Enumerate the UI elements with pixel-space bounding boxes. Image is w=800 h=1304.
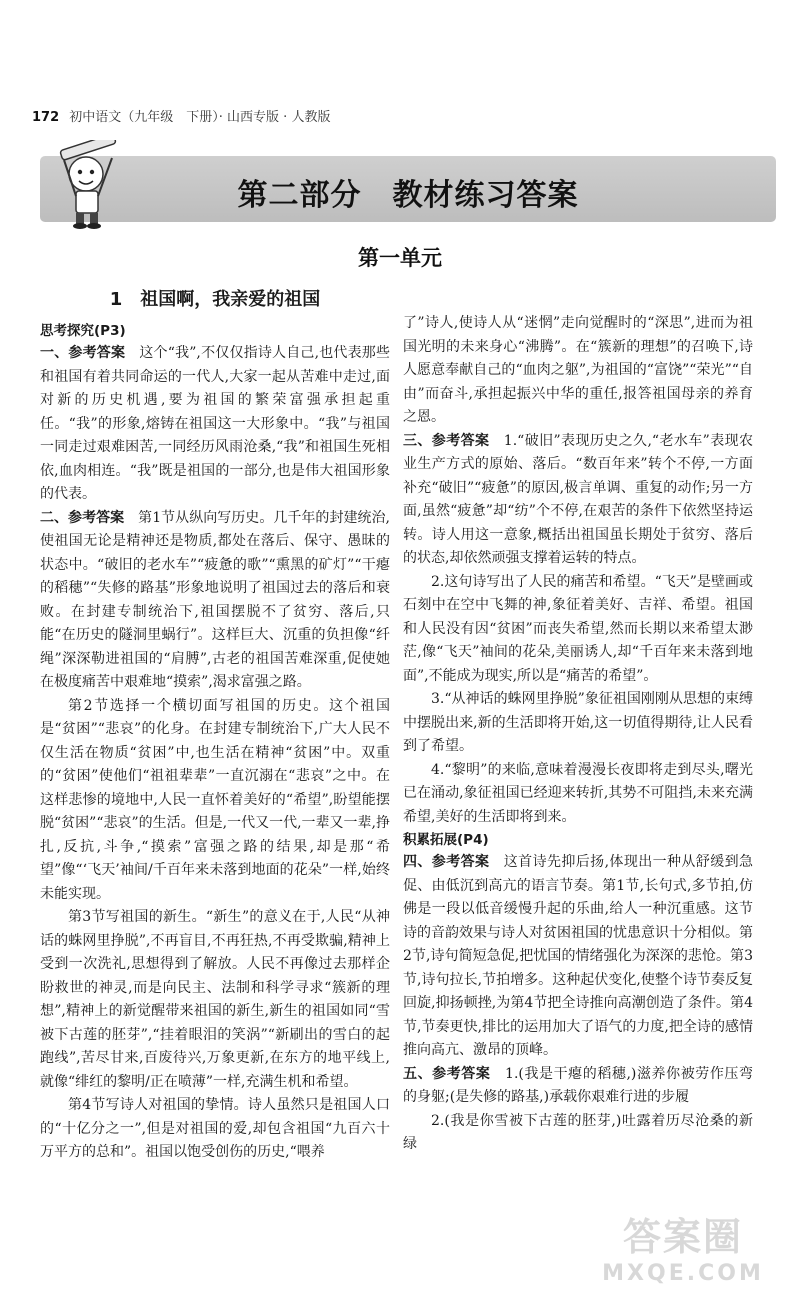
answer-4 [403, 851, 753, 1063]
banner-title: 第二部分 教材练习答案 [237, 178, 579, 213]
answer-text: 这首诗先抑后扬,体现出一种从舒缓到急促、由低沉到高亢的语言节奏。第1节,长句式,多节拍,仿佛是一段以低音缓慢升起的乐曲,给人一种沉重感。这节诗的音韵效果与诗人对贫困祖国的忧患意识十分相似。第2节,诗句简短急促,把忧国的情绪强化为深深的悲怆。第3节,诗句拉长,节拍增多。这种起伏变化,使整个诗节奏反复回旋,抑扬顿挫,为第4节把全诗推向高潮创造了条件。第4节,节奏更快,排比的运用加大了语气的力度,把全诗的感情推向高亢、激昂的顶峰。 [403, 854, 753, 1058]
watermark-text: 答案圈 [622, 1215, 743, 1259]
answer-text: 这个“我”,不仅仅指诗人自己,也代表那些和祖国有着共同命运的一代人,大家一起从苦难中走过,面对新的历史机遇,要为祖国的繁荣富强承担起重任。“我”的形象,熔铸在祖国这一大形象中。“我”与祖国一同走过艰难困苦,一同经历风雨沧桑,“我”和祖国生死相依,血肉相连。“我”既是祖国的一部分,也是伟大祖国形象的代表。 [40, 345, 391, 502]
pencil-mascot-icon [52, 140, 124, 230]
paragraph: 第4节写诗人对祖国的挚情。诗人虽然只是祖国人口的“十亿分之一”,但是对祖国的爱,却包含祖国“九百六十万平方的总和”。祖国以饱受创伤的历史,“喂养 [40, 1097, 390, 1160]
paragraph: 2.这句诗写出了人民的痛苦和希望。“飞天”是壁画或石刻中在空中飞舞的神,象征着美好、吉祥、希望。祖国和人民没有因“贫困”而丧失希望,然而长期以来希望太渺茫,像“飞天”袖间的花朵,美丽诱人,却“千百年来未落到地面”,不能成为现实,所以是“痛苦的希望”。 [403, 573, 753, 684]
answer-3 [403, 430, 753, 571]
unit-title: 第一单元 [358, 246, 442, 270]
watermark-url: MXQE.COM [602, 1261, 764, 1286]
answer-label: 四、参考答案 [403, 854, 490, 870]
section-banner [40, 156, 776, 222]
section-heading: 思考探究(P3) [40, 323, 126, 339]
watermark-logo [588, 1206, 778, 1296]
book-title: 初中语文（九年级 下册）· 山西专版 · 人教版 [69, 110, 331, 125]
paragraph: 第2节选择一个横切面写祖国的历史。这个祖国是“贫困”“悲哀”的化身。在封建专制统治下,广大人民不仅生活在物质“贫困”中,也生活在精神“贫困”中。双重的“贫困”使他们“祖祖辈辈”一直沉溺在“悲哀”之中。在这样悲惨的境地中,人民一直怀着美好的“希望”,盼望能摆脱“贫困”“悲哀”的生活。但是,一代又一代,一辈又一辈,挣扎,反抗,斗争,“摸索”富强之路的结果,却是那“希望”像“‘飞天’袖间/千百年来未落到地面的花朵”一样,始终未能实现。 [40, 697, 390, 902]
paragraph: 3.“从神话的蛛网里挣脱”象征祖国刚刚从思想的束缚中摆脱出来,新的生活即将开始,这一切值得期待,让人民看到了希望。 [403, 691, 753, 754]
answer-label: 一、参考答案 [40, 345, 126, 361]
paragraph-continued: 了”诗人,使诗人从“迷惘”走向觉醒时的“深思”,进而为祖国光明的未来身心“沸腾”。在“簇新的理想”的召唤下,诗人愿意奉献自己的“血肉之躯”,为祖国的“富饶”“荣光”“自由”而奋斗,承担起振兴中华的重任,报答祖国母亲的养育之恩。 [403, 315, 753, 425]
answer-text: 1.“破旧”表现历史之久,“老水车”表现农业生产方式的原始、落后。“数百年来”转个不停,一方面补充“破旧”“疲惫”的原因,极言单调、重复的动作;另一方面,虽然“疲惫”却“纺”个不停,在艰苦的条件下依然坚持运转。诗人用这一意象,概括出祖国虽长期处于贫穷、落后的状态,却依然顽强支撑着运转的特点。 [403, 432, 753, 566]
answer-label: 二、参考答案 [40, 509, 125, 526]
answer-text: 第1节从纵向写历史。几千年的封建统治,使祖国无论是精神还是物质,都处在落后、保守、愚昧的状态中。“破旧的老水车”“疲惫的歌”“熏黑的矿灯”“干瘪的稻穗”“失修的路基”形象地说明了祖国过去的落后和衰败。在封建专制统治下,祖国摆脱不了贫穷、落后,只能“在历史的隧洞里蜗行”。这样巨大、沉重的负担像“纤绳”深深勒进祖国的“肩膊”,古老的祖国苦难深重,促使她在极度痛苦中艰难地“摸索”,渴求富强之路。 [40, 509, 390, 690]
page-header [32, 106, 330, 125]
right-column [403, 312, 753, 1157]
paragraph: 第3节写祖国的新生。“新生”的意义在于,人民“从神话的蛛网里挣脱”,不再盲目,不再狂热,不再受欺骗,精神上受到一次洗礼,思想得到了解放。人民不再像过去那样企盼救世的神灵,而是向民主、法制和科学寻求“簇新的理想”,精神上的新觉醒带来祖国的新生,新生的祖国如同“雪被下古莲的胚芽”,“挂着眼泪的笑涡”“新刷出的雪白的起跑线”,苦尽甘来,百废待兴,万象更新,在东方的地平线上,就像“绯红的黎明/正在喷薄”一样,充满生机和希望。 [40, 909, 390, 1090]
answer-label: 五、参考答案 [403, 1065, 491, 1082]
lesson-title: 1 祖国啊，我亲爱的祖国 [109, 289, 321, 310]
answer-label: 三、参考答案 [403, 432, 490, 449]
left-column [40, 286, 390, 1165]
page-number: 172 [32, 110, 60, 125]
answer-5 [403, 1063, 753, 1110]
answer-1 [40, 342, 390, 507]
section-heading: 积累拓展(P4) [403, 832, 489, 848]
paragraph: 2.(我是你雪被下古莲的胚芽,)吐露着历尽沧桑的新绿 [403, 1112, 753, 1152]
paragraph: 4.“黎明”的来临,意味着漫漫长夜即将走到尽头,曙光已在涌动,象征祖国已经迎来转折,其势不可阻挡,未来充满希望,美好的生活即将到来。 [403, 761, 753, 825]
answer-2 [40, 507, 390, 695]
answer-text: 1.(我是干瘪的稻穗,)滋养你被劳作压弯的身躯;(是失修的路基,)承载你艰难行进的步履 [403, 1065, 754, 1105]
